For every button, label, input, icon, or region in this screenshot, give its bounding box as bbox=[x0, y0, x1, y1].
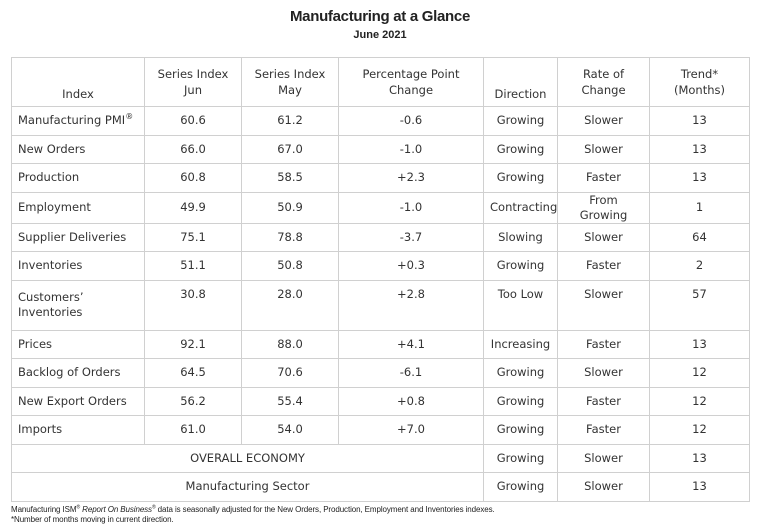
row-rate: Slower bbox=[558, 280, 650, 330]
row-change-value: +2.3 bbox=[339, 164, 484, 193]
summary-rate: Slower bbox=[558, 444, 650, 473]
header-trend: Trend* (Months) bbox=[650, 58, 750, 107]
footer-trend-note: *Number of months moving in current direction. bbox=[11, 515, 174, 524]
summary-direction: Growing bbox=[484, 473, 558, 502]
summary-direction: Growing bbox=[484, 444, 558, 473]
row-rate: Slower bbox=[558, 223, 650, 252]
row-rate: Faster bbox=[558, 164, 650, 193]
row-jun-value: 30.8 bbox=[145, 280, 242, 330]
row-jun-value: 51.1 bbox=[145, 252, 242, 281]
row-trend: 12 bbox=[650, 387, 750, 416]
row-direction: Too Low bbox=[484, 280, 558, 330]
summary-row-overall bbox=[12, 444, 750, 473]
footer-note: Manufacturing ISM® Report On Business® data is seasonally adjusted for the New Orders, Production, Employment and Inventories indexes. bbox=[11, 504, 495, 514]
row-jun-value: 61.0 bbox=[145, 416, 242, 445]
row-jun-value: 92.1 bbox=[145, 330, 242, 359]
table-row bbox=[12, 107, 750, 136]
row-index-label: Imports bbox=[12, 416, 145, 445]
row-change-value: -1.0 bbox=[339, 135, 484, 164]
table-row bbox=[12, 252, 750, 281]
summary-label: Manufacturing Sector bbox=[12, 473, 484, 502]
row-direction: Increasing bbox=[484, 330, 558, 359]
row-change-value: -3.7 bbox=[339, 223, 484, 252]
row-may-value: 28.0 bbox=[242, 280, 339, 330]
row-rate: Faster bbox=[558, 252, 650, 281]
row-may-value: 61.2 bbox=[242, 107, 339, 136]
row-trend: 13 bbox=[650, 164, 750, 193]
row-rate: Slower bbox=[558, 359, 650, 388]
row-direction: Growing bbox=[484, 164, 558, 193]
row-trend: 57 bbox=[650, 280, 750, 330]
row-may-value: 55.4 bbox=[242, 387, 339, 416]
row-trend: 64 bbox=[650, 223, 750, 252]
row-trend: 13 bbox=[650, 107, 750, 136]
row-index-label: Prices bbox=[12, 330, 145, 359]
table-row bbox=[12, 387, 750, 416]
page-title: Manufacturing at a Glance bbox=[289, 8, 471, 25]
row-may-value: 78.8 bbox=[242, 223, 339, 252]
row-direction: Contracting bbox=[484, 192, 558, 223]
table-row bbox=[12, 359, 750, 388]
table-row bbox=[12, 223, 750, 252]
summary-trend: 13 bbox=[650, 444, 750, 473]
row-rate: Faster bbox=[558, 330, 650, 359]
row-rate: From Growing bbox=[558, 192, 650, 223]
header-direction: Direction bbox=[484, 58, 558, 107]
row-jun-value: 75.1 bbox=[145, 223, 242, 252]
row-direction: Growing bbox=[484, 387, 558, 416]
row-change-value: +0.8 bbox=[339, 387, 484, 416]
row-change-value: -0.6 bbox=[339, 107, 484, 136]
row-jun-value: 60.8 bbox=[145, 164, 242, 193]
row-change-value: +4.1 bbox=[339, 330, 484, 359]
page-subtitle: June 2021 bbox=[353, 29, 407, 41]
row-change-value: +0.3 bbox=[339, 252, 484, 281]
summary-rate: Slower bbox=[558, 473, 650, 502]
row-change-value: +2.8 bbox=[339, 280, 484, 330]
summary-label: OVERALL ECONOMY bbox=[12, 444, 484, 473]
row-jun-value: 60.6 bbox=[145, 107, 242, 136]
row-trend: 1 bbox=[650, 192, 750, 223]
row-trend: 13 bbox=[650, 330, 750, 359]
header-series-jun: Series Index Jun bbox=[145, 58, 242, 107]
row-trend: 12 bbox=[650, 416, 750, 445]
table-row bbox=[12, 164, 750, 193]
row-trend: 13 bbox=[650, 135, 750, 164]
table-row bbox=[12, 135, 750, 164]
row-trend: 12 bbox=[650, 359, 750, 388]
row-may-value: 50.9 bbox=[242, 192, 339, 223]
table-row bbox=[12, 280, 750, 330]
row-change-value: +7.0 bbox=[339, 416, 484, 445]
row-index-label: Manufacturing PMI® bbox=[12, 107, 145, 136]
row-index-label: Production bbox=[12, 164, 145, 193]
header-rate: Rate of Change bbox=[558, 58, 650, 107]
row-rate: Faster bbox=[558, 387, 650, 416]
row-jun-value: 56.2 bbox=[145, 387, 242, 416]
row-direction: Growing bbox=[484, 107, 558, 136]
table-row bbox=[12, 416, 750, 445]
row-index-label: New Orders bbox=[12, 135, 145, 164]
row-index-label: Employment bbox=[12, 192, 145, 223]
row-rate: Faster bbox=[558, 416, 650, 445]
glance-table bbox=[11, 57, 750, 502]
header-index: Index bbox=[12, 58, 145, 107]
row-rate: Slower bbox=[558, 135, 650, 164]
row-index-label: New Export Orders bbox=[12, 387, 145, 416]
row-may-value: 54.0 bbox=[242, 416, 339, 445]
table-row bbox=[12, 192, 750, 223]
table-header-row bbox=[12, 58, 750, 107]
row-rate: Slower bbox=[558, 107, 650, 136]
row-may-value: 70.6 bbox=[242, 359, 339, 388]
row-may-value: 67.0 bbox=[242, 135, 339, 164]
summary-row-manufacturing bbox=[12, 473, 750, 502]
summary-trend: 13 bbox=[650, 473, 750, 502]
row-index-label: Customers’ Inventories bbox=[12, 280, 145, 330]
row-direction: Growing bbox=[484, 416, 558, 445]
row-change-value: -1.0 bbox=[339, 192, 484, 223]
row-direction: Growing bbox=[484, 252, 558, 281]
header-series-may: Series Index May bbox=[242, 58, 339, 107]
row-jun-value: 66.0 bbox=[145, 135, 242, 164]
row-may-value: 58.5 bbox=[242, 164, 339, 193]
row-index-label: Supplier Deliveries bbox=[12, 223, 145, 252]
row-direction: Slowing bbox=[484, 223, 558, 252]
row-trend: 2 bbox=[650, 252, 750, 281]
row-direction: Growing bbox=[484, 135, 558, 164]
header-pp-change: Percentage Point Change bbox=[339, 58, 484, 107]
table-row bbox=[12, 330, 750, 359]
row-jun-value: 64.5 bbox=[145, 359, 242, 388]
row-direction: Growing bbox=[484, 359, 558, 388]
row-may-value: 50.8 bbox=[242, 252, 339, 281]
row-index-label: Inventories bbox=[12, 252, 145, 281]
row-change-value: -6.1 bbox=[339, 359, 484, 388]
row-may-value: 88.0 bbox=[242, 330, 339, 359]
row-index-label: Backlog of Orders bbox=[12, 359, 145, 388]
row-jun-value: 49.9 bbox=[145, 192, 242, 223]
